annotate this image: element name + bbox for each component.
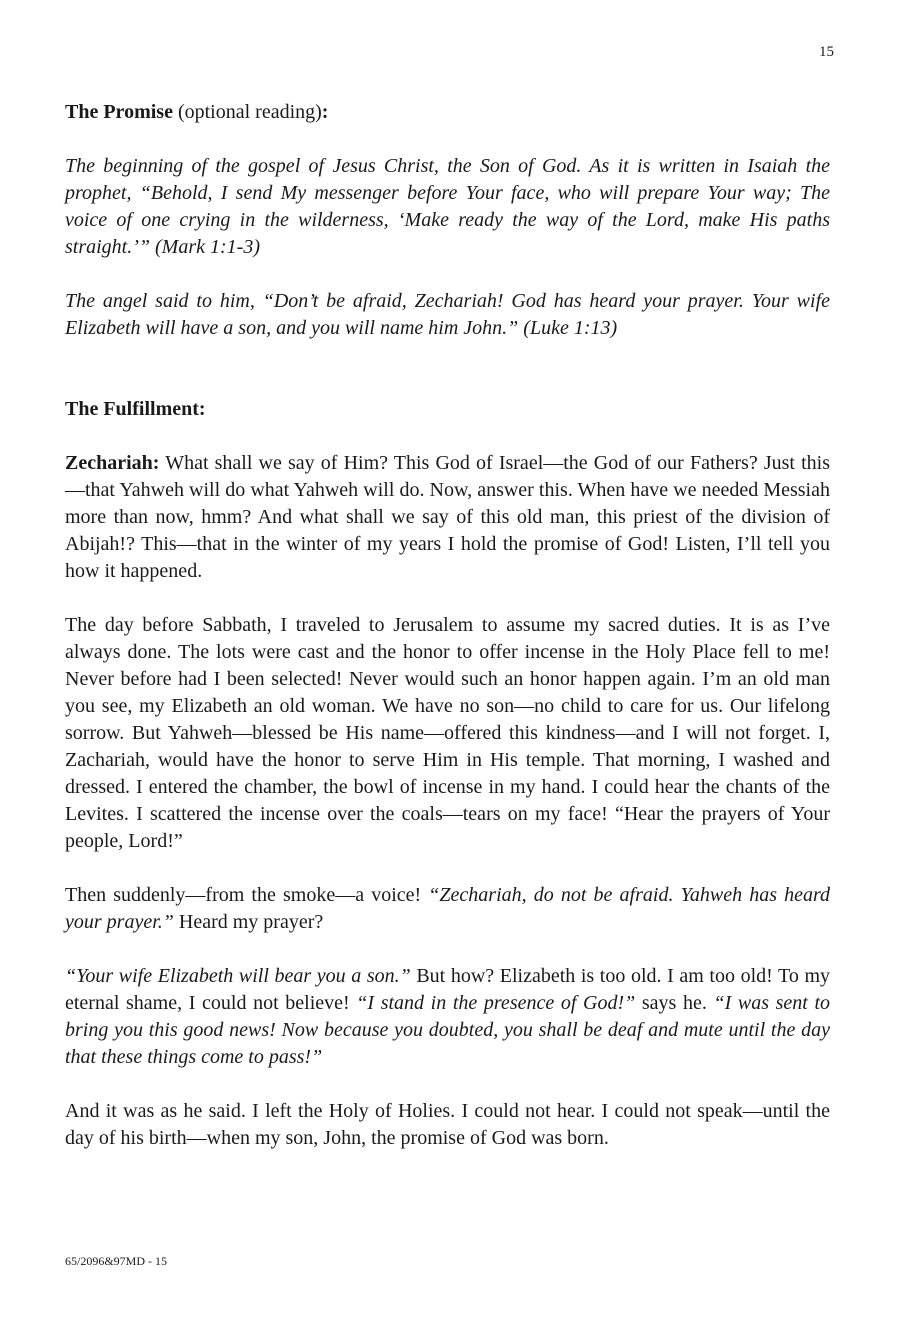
fulfillment-paragraph-2: The day before Sabbath, I traveled to Jerusalem to assume my sacred duties. It is as I’ve always done. The lots were cast and the honor to offer incense in the Holy Place fell to me! Never before had I been selected! Never would such an honor happen again. I’m an old man you see, my Elizabeth an old woman. We have no son—no child to care for us. Our lifelong sorrow. But Yahweh—blessed be His name—offered this kindness—and I will not forget. I, Zachariah, would have the honor to serve Him in His temple. That morning, I washed and dressed. I entered the chamber, the bowl of incense in my hand. I could hear the chants of the Levites. I scattered the incense over the coals—tears on my face! “Hear the prayers of Your people, Lord!”	[65, 614, 830, 852]
paragraph-4-text-d: says he.	[635, 992, 714, 1014]
paragraph-3-text-c: Heard my prayer?	[173, 911, 324, 933]
fulfillment-paragraph-5: And it was as he said. I left the Holy of Holies. I could not hear. I could not speak—until the day of his birth—when my son, John, the promise of God was born.	[65, 1100, 830, 1149]
promise-quote-luke	[65, 288, 830, 342]
paragraph-3-text-a: Then suddenly—from the smoke—a voice!	[65, 884, 429, 906]
page-number: 15	[819, 44, 834, 60]
fulfillment-heading: The Fulfillment:	[65, 398, 206, 420]
promise-heading-note: (optional reading)	[172, 101, 322, 123]
promise-quote-mark	[65, 153, 830, 261]
paragraph-4-quote-c: “I stand in the presence of God!”	[356, 992, 636, 1014]
page-footer: 65/2096&97MD - 15	[65, 1254, 167, 1268]
fulfillment-paragraph-3	[65, 882, 830, 936]
paragraph-1-text: What shall we say of Him? This God of Israel—the God of our Fathers? Just this—that Yahweh will do what Yahweh will do. Now, answer this. When have we needed Messiah more than now, hmm? And what shall we say of this old man, this priest of the division of Abijah!? This—that in the winter of my years I hold the promise of God! Listen, I’ll tell you how it happened.	[65, 452, 830, 582]
paragraph-3-quote: “Zechariah, do not be afraid. Yahweh has heard your prayer.”	[65, 884, 831, 933]
page-content	[65, 99, 830, 1152]
fulfillment-paragraph-4	[65, 963, 830, 1071]
paragraph-4-text-b: But how? Elizabeth is too old. I am too old! To my eternal shame, I could not believe!	[65, 965, 830, 1014]
fulfillment-paragraph-1	[65, 450, 830, 585]
promise-heading	[65, 99, 830, 126]
promise-heading-colon: :	[321, 101, 329, 123]
promise-quote-luke-text: The angel said to him, “Don’t be afraid, Zechariah! God has heard your prayer. Your wife Elizabeth will have a son, and you will name him John.” (Luke 1:13)	[65, 290, 830, 339]
paragraph-4-quote-e: “I was sent to bring you this good news! Now because you doubted, you shall be deaf and mute until the day that these things come to pass!”	[65, 992, 830, 1068]
paragraph-4-quote-a: “Your wife Elizabeth will bear you a son.”	[65, 965, 411, 987]
promise-heading-title: The Promise	[65, 101, 173, 123]
promise-quote-mark-text: The beginning of the gospel of Jesus Christ, the Son of God. As it is written in Isaiah the prophet, “Behold, I send My messenger before Your face, who will prepare Your way; The voice of one crying in the wilderness, ‘Make ready the way of the Lord, make His paths straight.’” (Mark 1:1-3)	[65, 155, 830, 258]
speaker-label: Zechariah:	[65, 452, 160, 474]
